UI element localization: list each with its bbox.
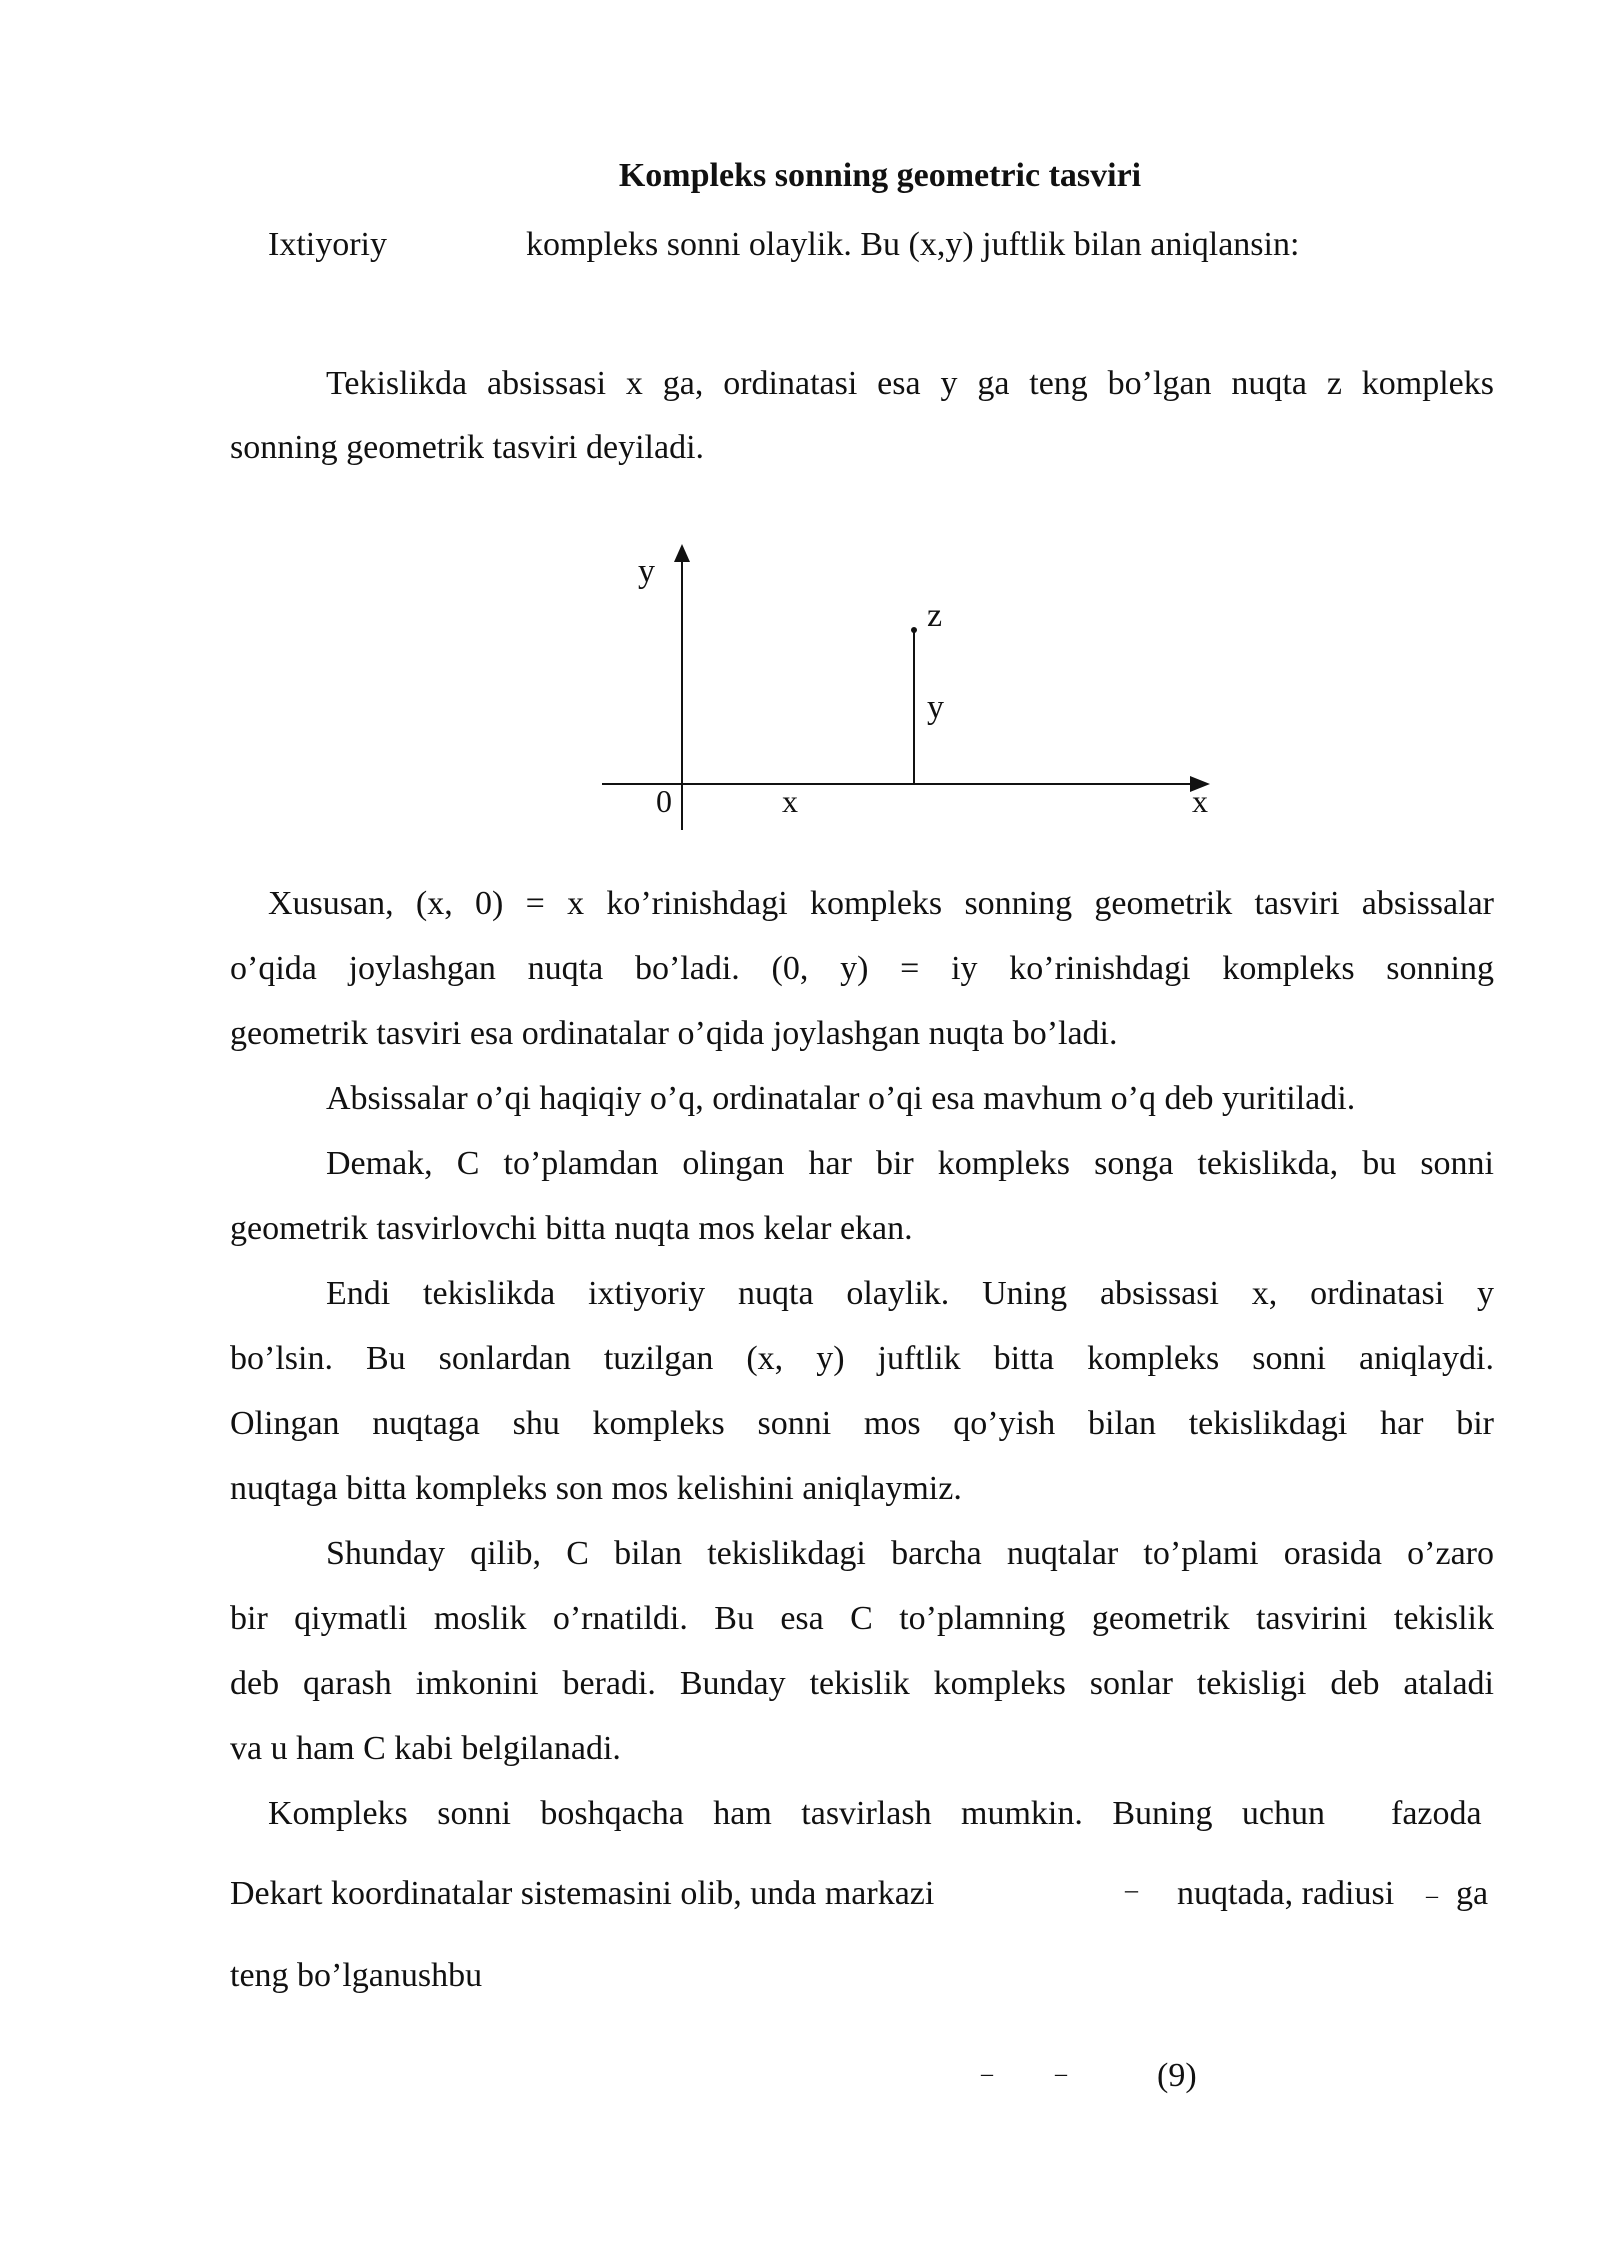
paragraph-5-line-2: bir qiymatli moslik o’rnatildi. Bu esa C to’plamning geometrik tasvirini tekislik (230, 1600, 1494, 1637)
paragraph-3-line-2: geometrik tasvirlovchi bitta nuqta mos kelar ekan. (230, 1210, 913, 1247)
paragraph-6-line-2-start: Dekart koordinatalar sistemasini olib, unda markazi (230, 1875, 935, 1912)
x-segment-label: x (782, 783, 798, 819)
definition-line-2: sonning geometrik tasviri deyiladi. (230, 429, 705, 466)
equation-dash-1: – (981, 2061, 993, 2087)
equation-number: (9) (1157, 2057, 1197, 2094)
paragraph-3-line-1: Demak, C to’plamdan olingan har bir kompleks songa tekislikda, bu sonni (326, 1145, 1494, 1182)
point-z (911, 627, 917, 633)
z-point-label: z (927, 597, 943, 634)
paragraph-1-line-2: o’qida joylashgan nuqta bo’ladi. (0, y) = iy ko’rinishdagi kompleks sonning (230, 950, 1494, 987)
y-segment-label: y (927, 689, 944, 726)
paragraph-4-line-2: bo’lsin. Bu sonlardan tuzilgan (x, y) juftlik bitta kompleks sonni aniqlaydi. (230, 1340, 1494, 1377)
paragraph-5-line-4: va u ham C kabi belgilanadi. (230, 1730, 621, 1767)
paragraph-6-line-2-dash-2: – (1426, 1883, 1438, 1909)
paragraph-1-line-1: Xususan, (x, 0) = x ko’rinishdagi kompleks sonning geometrik tasviri absissalar (268, 885, 1494, 922)
paragraph-6-line-1-start: Kompleks sonni boshqacha ham tasvirlash mumkin. Buning uchun (268, 1795, 1325, 1832)
y-axis-arrow-icon (674, 544, 690, 562)
y-axis-label: y (638, 553, 655, 590)
origin-label: 0 (656, 783, 672, 819)
x-axis-label: x (1192, 783, 1208, 819)
paragraph-6-line-3: teng bo’lganushbu (230, 1957, 483, 1994)
equation-dash-2: – (1055, 2061, 1067, 2087)
paragraph-4-line-1: Endi tekislikda ixtiyoriy nuqta olaylik. Uning absissasi x, ordinatasi y (326, 1275, 1494, 1312)
page-title: Kompleks sonning geometric tasviri (618, 157, 1142, 194)
paragraph-6-line-1-end: fazoda (1391, 1795, 1482, 1832)
complex-plane-figure (590, 540, 1230, 840)
paragraph-2-line-1: Absissalar o’qi haqiqiy o’q, ordinatalar o’qi esa mavhum o’q deb yuritiladi. (326, 1080, 1356, 1117)
intro-text-end: kompleks sonni olaylik. Bu (x,y) juftlik bilan aniqlansin: (526, 226, 1300, 263)
paragraph-5-line-1: Shunday qilib, C bilan tekislikdagi barcha nuqtalar to’plami orasida o’zaro (326, 1535, 1494, 1572)
paragraph-1-line-3: geometrik tasviri esa ordinatalar o’qida joylashgan nuqta bo’ladi. (230, 1015, 1118, 1052)
intro-text-start: Ixtiyoriy (268, 226, 387, 263)
paragraph-6-line-2-middle: nuqtada, radiusi (1177, 1875, 1395, 1912)
paragraph-6-line-2-end: ga (1456, 1875, 1489, 1912)
definition-line-1: Tekislikda absissasi x ga, ordinatasi esa y ga teng bo’lgan nuqta z kompleks (326, 365, 1494, 402)
paragraph-4-line-3: Olingan nuqtaga shu kompleks sonni mos qo’yish bilan tekislikdagi har bir (230, 1405, 1494, 1442)
paragraph-4-line-4: nuqtaga bitta kompleks son mos kelishini aniqlaymiz. (230, 1470, 962, 1507)
paragraph-6-line-2-dash-1: – (1125, 1875, 1138, 1904)
paragraph-5-line-3: deb qarash imkonini beradi. Bunday tekislik kompleks sonlar tekisligi deb ataladi (230, 1665, 1494, 1702)
